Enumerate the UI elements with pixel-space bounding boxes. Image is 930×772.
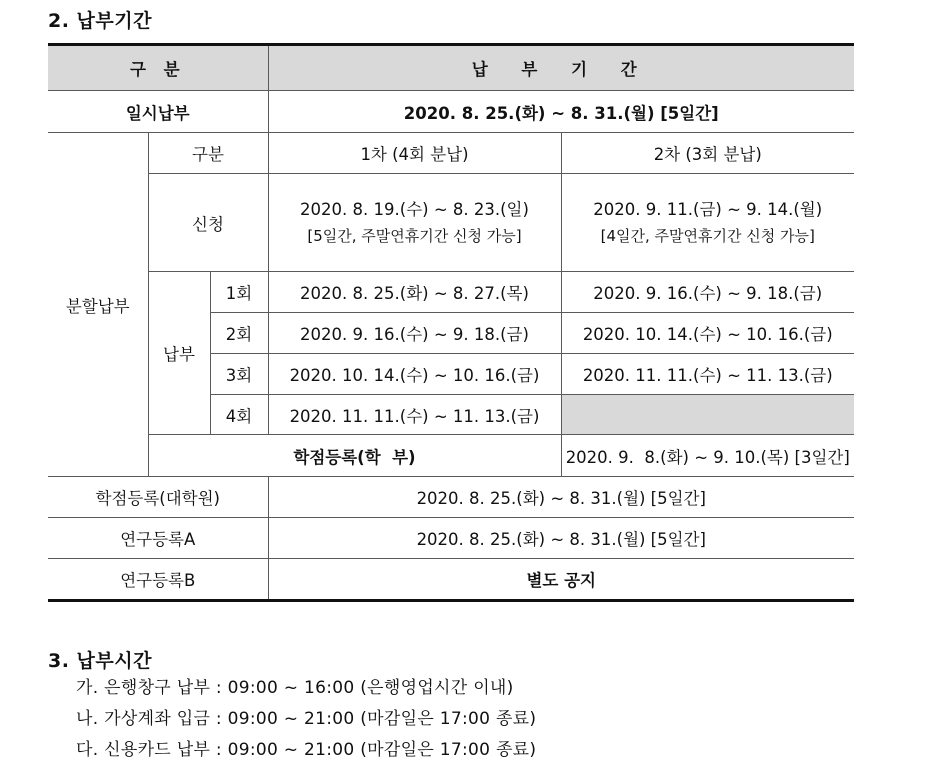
table-row	[48, 518, 854, 559]
list-item: 가. 은행창구 납부 : 09:00 ~ 16:00 (은행영업시간 이내)	[76, 678, 514, 698]
application-second	[561, 174, 854, 272]
header-category: 구 분	[48, 45, 268, 91]
payment-first-period: 2020. 9. 16.(수) ~ 9. 18.(금)	[268, 313, 561, 354]
payment-period-table	[48, 43, 854, 602]
list-item: 나. 가상계좌 입금 : 09:00 ~ 21:00 (마감일은 17:00 종료)	[76, 709, 537, 729]
header-period: 납 부 기 간	[268, 45, 854, 91]
payment-first-period: 2020. 10. 14.(수) ~ 10. 16.(금)	[268, 354, 561, 395]
installment-label: 분할납부	[48, 133, 148, 477]
table-row	[48, 559, 854, 601]
payment-second-period: 2020. 10. 14.(수) ~ 10. 16.(금)	[561, 313, 854, 354]
payment-round: 3회	[210, 354, 268, 395]
research-b-period: 별도 공지	[268, 559, 854, 601]
table-row	[48, 91, 854, 133]
payment-hours-list	[76, 673, 536, 766]
payment-label: 납부	[148, 272, 210, 435]
table-row	[48, 477, 854, 518]
payment-round: 4회	[210, 395, 268, 435]
credit-grad-label: 학점등록(대학원)	[48, 477, 268, 518]
application-label: 신청	[148, 174, 268, 272]
credit-grad-period: 2020. 8. 25.(화) ~ 8. 31.(월) [5일간]	[268, 477, 854, 518]
installment-first-header: 1차 (4회 분납)	[268, 133, 561, 174]
application-second-note: [4일간, 주말연휴기간 신청 가능]	[600, 226, 815, 245]
list-item: 다. 신용카드 납부 : 09:00 ~ 21:00 (마감일은 17:00 종료)	[76, 740, 537, 760]
credit-undergrad-period: 2020. 9. 8.(화) ~ 9. 10.(목) [3일간]	[561, 435, 854, 477]
research-a-label: 연구등록A	[48, 518, 268, 559]
section-3-title: 3. 납부시간	[48, 650, 152, 672]
research-a-period: 2020. 8. 25.(화) ~ 8. 31.(월) [5일간]	[268, 518, 854, 559]
payment-second-period: 2020. 11. 11.(수) ~ 11. 13.(금)	[561, 354, 854, 395]
application-first	[268, 174, 561, 272]
payment-round: 1회	[210, 272, 268, 313]
table-row	[48, 174, 854, 272]
research-b-label: 연구등록B	[48, 559, 268, 601]
payment-first-period: 2020. 8. 25.(화) ~ 8. 27.(목)	[268, 272, 561, 313]
payment-round: 2회	[210, 313, 268, 354]
lump-sum-label: 일시납부	[48, 91, 268, 133]
section-2-title: 2. 납부기간	[48, 10, 152, 32]
table-row	[48, 435, 854, 477]
payment-second-period-empty	[561, 395, 854, 435]
payment-second-period: 2020. 9. 16.(수) ~ 9. 18.(금)	[561, 272, 854, 313]
payment-first-period: 2020. 11. 11.(수) ~ 11. 13.(금)	[268, 395, 561, 435]
application-second-period: 2020. 9. 11.(금) ~ 9. 14.(월)	[593, 199, 823, 219]
table-header-row	[48, 45, 854, 91]
table-row	[48, 272, 854, 313]
application-first-period: 2020. 8. 19.(수) ~ 8. 23.(일)	[300, 199, 529, 219]
installment-subheader-category: 구분	[148, 133, 268, 174]
application-first-note: [5일간, 주말연휴기간 신청 가능]	[307, 226, 522, 245]
table-row	[48, 133, 854, 174]
credit-undergrad-label: 학점등록(학 부)	[148, 435, 561, 477]
installment-second-header: 2차 (3회 분납)	[561, 133, 854, 174]
lump-sum-period: 2020. 8. 25.(화) ~ 8. 31.(월) [5일간]	[268, 91, 854, 133]
